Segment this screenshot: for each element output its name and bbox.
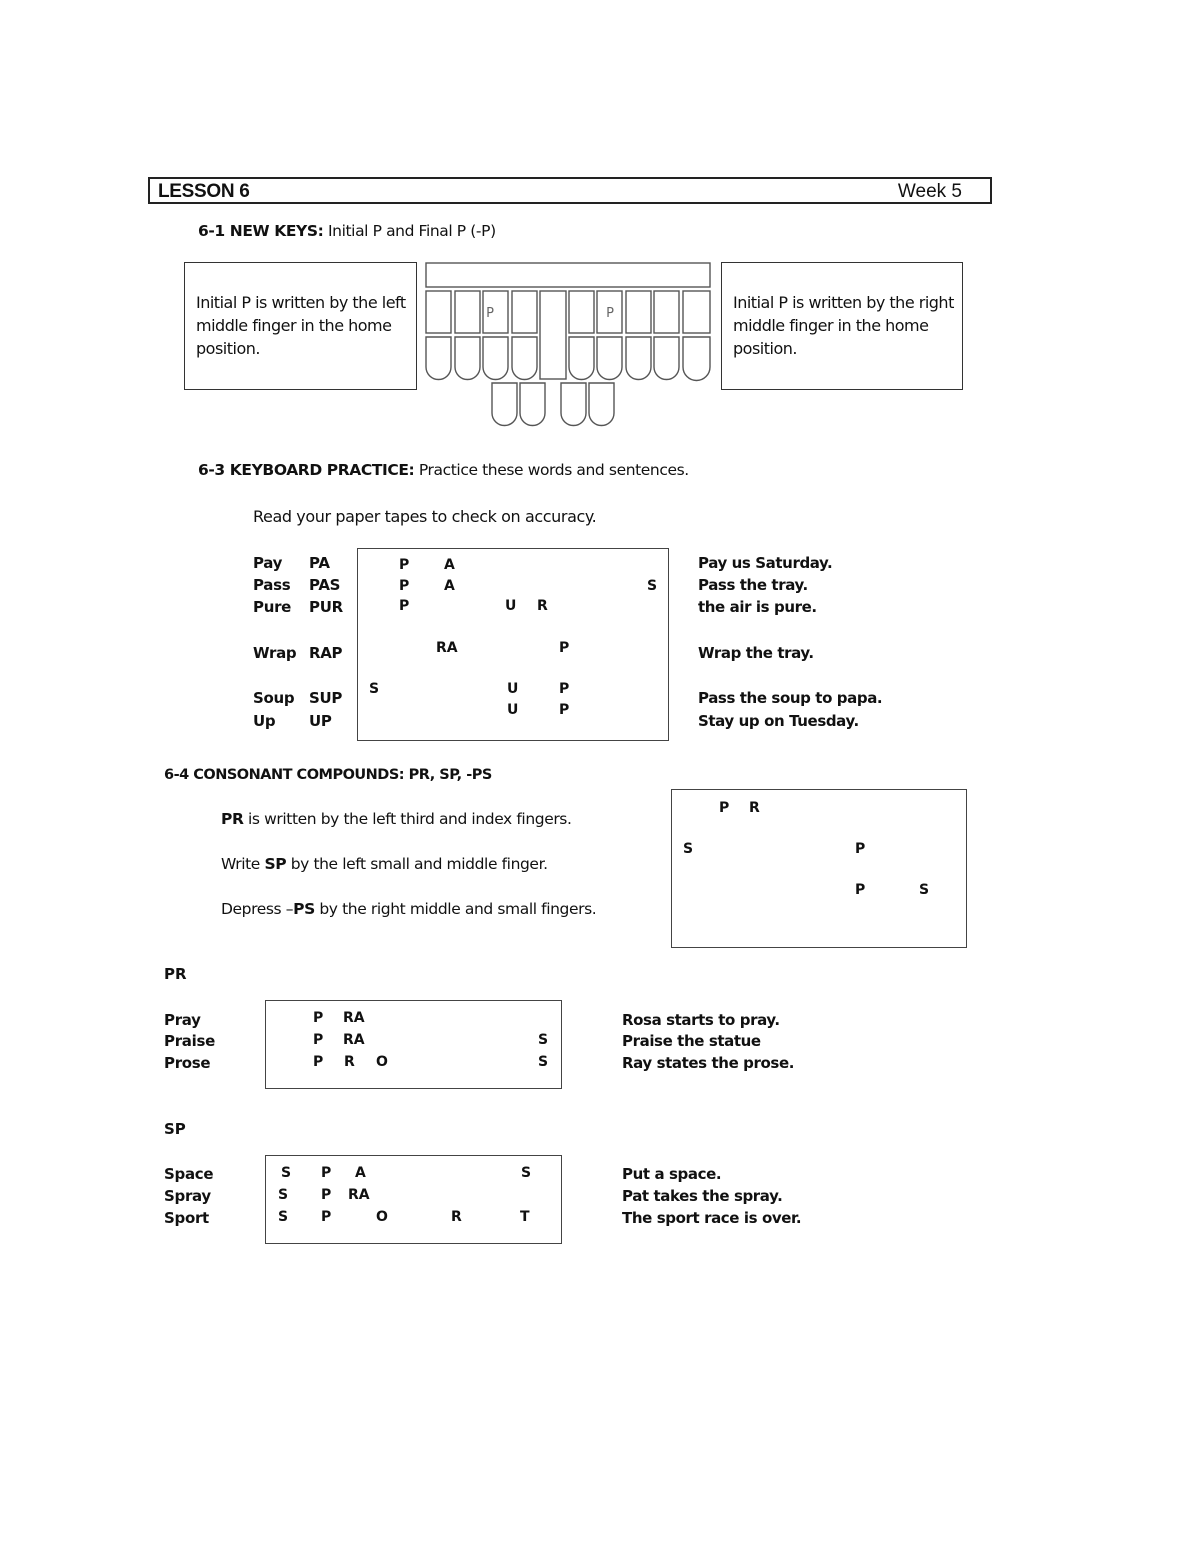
new-keys-heading-bold: 6-1 NEW KEYS: (198, 222, 324, 240)
practice-instruction: Read your paper tapes to check on accuracy. (253, 507, 597, 526)
practice-word: Pay (253, 554, 283, 572)
pr-word: Pray (164, 1011, 201, 1029)
compound-sp-bold: SP (264, 855, 287, 873)
practice-steno: RAP (309, 644, 343, 662)
compound-ps-rest: by the right middle and small fingers. (314, 900, 597, 918)
steno-key: RA (343, 1010, 365, 1026)
sp-section-label: SP (164, 1120, 186, 1138)
steno-key: P (399, 598, 410, 614)
steno-key: P (719, 800, 730, 816)
steno-key: S (278, 1209, 289, 1225)
pr-sentence: Ray states the prose. (622, 1054, 795, 1072)
sp-word: Spray (164, 1187, 211, 1205)
practice-sentence: Stay up on Tuesday. (698, 712, 859, 730)
steno-key: A (444, 557, 455, 573)
pr-word: Praise (164, 1032, 215, 1050)
pr-steno-tape (265, 1000, 562, 1089)
practice-sentence: the air is pure. (698, 598, 817, 616)
practice-sentence: Pass the soup to papa. (698, 689, 883, 707)
steno-key: U (505, 598, 517, 614)
steno-key: RA (436, 640, 458, 656)
compound-line-pr (221, 810, 572, 828)
steno-key: P (559, 640, 570, 656)
steno-key: P (399, 557, 410, 573)
practice-word: Up (253, 712, 276, 730)
steno-key: P (321, 1209, 332, 1225)
steno-key: S (647, 578, 658, 594)
steno-key: S (538, 1054, 549, 1070)
practice-steno: PA (309, 554, 330, 572)
lesson-header-box (148, 177, 992, 204)
practice-heading-rest: Practice these words and sentences. (414, 461, 689, 479)
practice-sentence: Wrap the tray. (698, 644, 814, 662)
steno-key: R (344, 1054, 355, 1070)
practice-steno: PUR (309, 598, 343, 616)
pr-sentence: Rosa starts to pray. (622, 1011, 780, 1029)
practice-word: Wrap (253, 644, 297, 662)
compound-sp-rest: by the left small and middle finger. (286, 855, 548, 873)
left-note-box: Initial P is written by the left middle finger in the home position. (184, 262, 417, 390)
steno-key: S (521, 1165, 532, 1181)
sp-sentence: The sport race is over. (622, 1209, 802, 1227)
initial-p-key-label: P (486, 306, 494, 321)
sp-sentence: Put a space. (622, 1165, 722, 1183)
steno-key: P (855, 841, 866, 857)
new-keys-heading-rest: Initial P and Final P (-P) (323, 222, 496, 240)
compound-line-ps (221, 900, 596, 918)
compound-line-sp (221, 855, 548, 873)
steno-key: P (321, 1165, 332, 1181)
compounds-heading: 6-4 CONSONANT COMPOUNDS: PR, SP, -PS (164, 767, 492, 783)
pr-word: Prose (164, 1054, 211, 1072)
steno-key: T (520, 1209, 530, 1225)
practice-sentence: Pay us Saturday. (698, 554, 833, 572)
steno-key: O (376, 1209, 388, 1225)
steno-key: RA (343, 1032, 365, 1048)
compound-pr-rest: is written by the left third and index fingers. (243, 810, 572, 828)
steno-key: P (321, 1187, 332, 1203)
sp-word: Space (164, 1165, 214, 1183)
pr-section-label: PR (164, 965, 187, 983)
steno-key: P (559, 702, 570, 718)
sp-sentence: Pat takes the spray. (622, 1187, 783, 1205)
steno-key: O (376, 1054, 388, 1070)
practice-steno: PAS (309, 576, 341, 594)
number-bar (426, 263, 710, 287)
practice-word: Pure (253, 598, 292, 616)
steno-key: U (507, 681, 519, 697)
compound-ps-pre: Depress – (221, 900, 294, 918)
steno-key: S (538, 1032, 549, 1048)
steno-key: R (451, 1209, 462, 1225)
steno-key: R (749, 800, 760, 816)
week-label: Week 5 (897, 181, 962, 202)
practice-steno: SUP (309, 689, 343, 707)
final-p-key-label: P (606, 306, 614, 321)
practice-word: Pass (253, 576, 291, 594)
steno-key: S (281, 1165, 292, 1181)
compound-sp-pre: Write (221, 855, 265, 873)
practice-steno-tape (357, 548, 669, 741)
pr-sentence: Praise the statue (622, 1032, 761, 1050)
steno-key: P (399, 578, 410, 594)
steno-key: P (855, 882, 866, 898)
practice-heading (198, 461, 689, 479)
lesson-title: LESSON 6 (158, 181, 250, 202)
compounds-steno-tape (671, 789, 967, 948)
steno-key: S (369, 681, 380, 697)
steno-key: RA (348, 1187, 370, 1203)
steno-key: P (313, 1054, 324, 1070)
compound-pr-bold: PR (221, 810, 244, 828)
compound-ps-bold: PS (293, 900, 315, 918)
right-note-box: Initial P is written by the right middle finger in the home position. (721, 262, 963, 390)
steno-key: R (537, 598, 548, 614)
practice-word: Soup (253, 689, 295, 707)
steno-keyboard-diagram (424, 262, 714, 428)
sp-steno-tape (265, 1155, 562, 1244)
steno-key: P (313, 1032, 324, 1048)
steno-key: S (278, 1187, 289, 1203)
steno-key: P (559, 681, 570, 697)
steno-key: U (507, 702, 519, 718)
sp-word: Sport (164, 1209, 209, 1227)
steno-key: S (919, 882, 930, 898)
practice-sentence: Pass the tray. (698, 576, 808, 594)
steno-key: P (313, 1010, 324, 1026)
steno-key: A (444, 578, 455, 594)
steno-key: A (355, 1165, 366, 1181)
practice-heading-bold: 6-3 KEYBOARD PRACTICE: (198, 461, 415, 479)
new-keys-heading (198, 222, 496, 240)
practice-steno: UP (309, 712, 332, 730)
steno-key: S (683, 841, 694, 857)
